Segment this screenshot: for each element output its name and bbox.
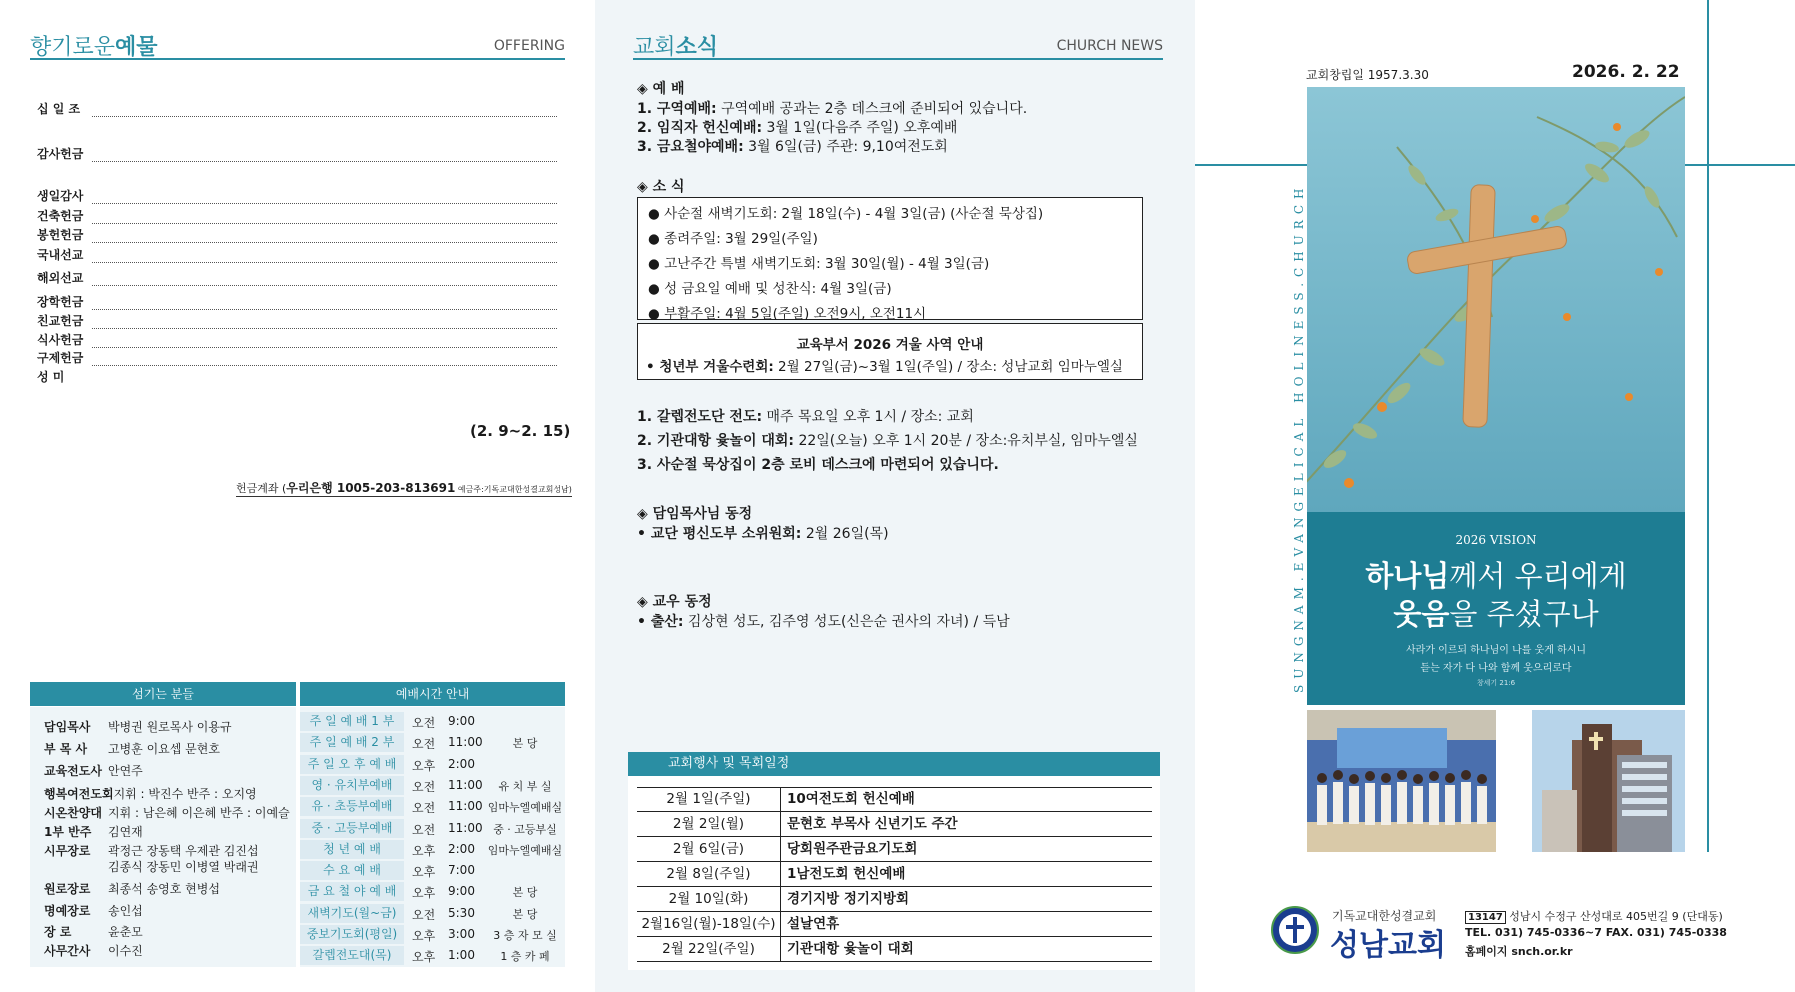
worship-time: 3:00 [448,927,475,941]
event-row [637,787,1152,812]
staff-row [44,762,143,779]
news-title: 교회소식 [633,35,719,60]
staff-names: 최종석 송영호 현병섭 [108,882,220,896]
worship-name: 청 년 예 배 [300,840,404,859]
offering-row [37,315,557,329]
staff-names: 박병권 원로목사 이용규 [108,720,232,734]
worship-name: 금 요 철 야 예 배 [300,882,404,901]
event-desc: 문현호 부목사 신년기도 주간 [787,816,958,832]
worship-ampm: 오전 [412,737,436,752]
worship-time: 7:00 [448,863,475,878]
cover-hero-image [1307,87,1685,705]
staff-names: 김종식 장동민 이병열 박래권 [108,860,259,874]
offering-row [37,272,557,286]
staff-row [44,718,232,735]
offering-row-label: 성 미 [37,370,65,384]
offering-title: 향기로운예물 [30,35,158,60]
event-row [637,837,1152,862]
event-desc: 당회원주관금요기도회 [787,841,918,857]
worship-place: 유 치 부 실 [498,779,552,793]
notice-item: ● 성 금요일 예배 및 성찬식: 4월 3일(금) [648,281,892,297]
staff-row [44,740,220,757]
worship-place: 임마누엘예배실 [487,801,563,815]
offering-row-label: 구제헌금 [37,351,84,365]
staff-role: 사무간사 [44,944,91,958]
staff-row [44,842,259,859]
offering-row [37,190,557,204]
offering-row-line [92,262,557,263]
church-logo-icon [1269,905,1321,955]
staff-row [44,858,259,875]
worship-name: 주 일 예 배 1 부 [300,712,404,731]
education-title: 교육부서 2026 겨울 사역 안내 [796,337,984,353]
worship-name: 주 일 예 배 2 부 [300,733,404,752]
worship-news-item: 3. 금요철야예배: 3월 6일(금) 주관: 9,10여전도회 [637,139,948,155]
staff-role: 교육전도사 [44,764,102,778]
staff-header: 섬기는 분들 [30,682,296,706]
worship-ampm: 오후 [412,865,436,880]
event-row [637,862,1152,887]
offering-row-line [92,347,557,348]
staff-row [44,785,257,802]
event-date: 2월 2일(월) [637,812,781,836]
offering-row-label: 해외선교 [37,271,84,285]
offering-row-label: 친교헌금 [37,314,84,328]
worship-place: 중 · 고등부실 [493,822,557,836]
staff-row [44,880,220,897]
staff-row [44,923,143,940]
worship-place: 본 당 [512,907,538,921]
offering-row [37,334,557,348]
cover-vertical-line [1707,0,1709,852]
offering-row-line [92,365,557,366]
worship-name: 갈렙전도대(목) [300,946,404,965]
notice-item: ● 종려주일: 3월 29일(주일) [648,231,818,247]
worship-time: 11:00 [448,735,483,750]
event-row [637,812,1152,837]
worship-name: 수 요 예 배 [300,861,404,880]
offering-row [37,249,557,263]
events-header: 교회행사 및 목회일정 [628,752,1160,776]
worship-time: 5:30 [448,905,475,920]
worship-place: 1 층 카 페 [500,950,550,964]
worship-time: 9:00 [448,714,475,728]
worship-ampm: 오전 [412,716,436,730]
staff-names: 이수진 [108,944,143,958]
worship-ampm: 오후 [412,886,436,901]
offering-row-line [92,223,557,224]
church-building-image [1532,710,1685,852]
staff-role: 담임목사 [44,720,91,734]
staff-role: 원로장로 [44,882,91,896]
worship-schedule [300,707,565,967]
staff-row [44,804,290,821]
event-row [637,887,1152,912]
worship-name: 새벽기도(월~금) [300,904,404,923]
extra-news-item: 1. 갈렙전도단 전도: 매주 목요일 오후 1시 / 장소: 교회 [637,409,974,425]
offering-title-en: OFFERING [493,38,565,54]
cover-verse-ref: 창세기 21:6 [1476,679,1516,687]
event-date: 2월 1일(주일) [637,787,781,811]
notice-item: ● 고난주간 특별 새벽기도회: 3월 30일(월) - 4월 3일(금) [648,256,990,272]
offering-row-label: 십 일 조 [37,102,81,116]
offering-row-label: 건축헌금 [37,209,84,223]
member-detail: • 출산: 김상현 성도, 김주영 성도(신은순 권사의 자녀) / 득남 [637,614,1010,630]
worship-row [300,732,565,753]
choir-photo [1307,710,1496,852]
worship-row [300,860,565,881]
worship-row [300,945,565,966]
offering-account: 헌금계좌 (우리은행 1005-203-813691 예금주:기독교대한성결교회성남) [236,481,572,495]
cover-headline-2: 웃음을 주셨구나 [1393,597,1599,631]
worship-ampm: 오후 [412,758,436,773]
offering-row [37,371,557,385]
event-date: 2월 22일(주일) [637,937,781,961]
denomination: 기독교대한성결교회 [1332,909,1437,923]
worship-name: 중 · 고등부예배 [300,819,404,838]
staff-names: 고병훈 이요셉 문현호 [108,742,220,756]
offering-row [37,296,557,310]
worship-row [300,881,565,902]
event-desc: 1남전도회 헌신예배 [787,866,906,882]
extra-news-item: 3. 사순절 묵상집이 2층 로비 데스크에 마련되어 있습니다. [637,457,999,473]
church-address: 13147 성남시 수정구 산성대로 405번길 9 (단대동) [1465,908,1723,924]
notice-item: ● 사순절 새벽기도회: 2월 18일(수) - 4월 3일(금) (사순절 묵상집) [648,206,1044,222]
news-header [633,30,1163,60]
event-date: 2월16일(월)-18일(수) [637,912,781,936]
offering-row-line [92,116,557,117]
event-date: 2월 10일(화) [637,887,781,911]
notice-item: ● 부활주일: 4월 5일(주일) 오전9시, 오전11시 [648,306,927,322]
staff-names: 지휘 : 박진수 반주 : 오지영 [113,787,257,801]
offering-row [37,210,557,224]
event-desc: 경기지방 정기지방회 [787,891,910,907]
church-name: 성남교회 [1330,928,1446,963]
worship-place: 본 당 [512,886,538,900]
worship-row [300,818,565,839]
staff-role: 명예장로 [44,904,91,918]
education-box [637,323,1143,380]
notice-heading: ◈ 소 식 [637,179,685,195]
event-date: 2월 6일(금) [637,837,781,861]
offering-row-line [92,203,557,204]
offering-header [30,30,565,60]
worship-name: 주 일 오 후 예 배 [300,755,404,774]
worship-row [300,903,565,924]
worship-news-heading: ◈ 예 배 [637,81,685,97]
event-row [637,937,1152,962]
staff-role: 시온찬양대 [44,806,102,820]
offering-row-label: 감사헌금 [37,147,84,161]
staff-names: 지휘 : 남은혜 이은혜 반주 : 이예슬 [108,806,290,820]
worship-time: 2:00 [448,756,475,771]
worship-ampm: 오전 [412,779,436,794]
staff-names: 송인섭 [108,904,143,918]
staff-row [44,942,143,959]
worship-news-item: 1. 구역예배: 구역예배 공과는 2층 데스크에 준비되어 있습니다. [637,101,1028,117]
vision-label: 2026 VISION [1455,533,1537,547]
worship-row [300,754,565,775]
offering-row-label: 국내선교 [37,248,84,262]
worship-ampm: 오전 [412,907,436,922]
offering-row-line [92,309,557,310]
church-phone: TEL. 031) 745-0336~7 FAX. 031) 745-0338 [1465,926,1727,939]
choir-image [1307,710,1496,852]
worship-ampm: 오전 [412,822,436,837]
staff-names: 윤춘모 [108,925,143,939]
worship-time: 9:00 [448,884,475,899]
pastor-detail: • 교단 평신도부 소위원회: 2월 26일(목) [637,526,889,542]
event-desc: 기관대항 윷놀이 대회 [787,941,914,957]
cover-verse-1: 사라가 이르되 하나님이 나를 웃게 하시니 [1405,645,1587,656]
offering-period: (2. 9~2. 15) [470,422,571,440]
extra-news-item: 2. 기관대항 윷놀이 대회: 22일(오늘) 오후 1시 20분 / 장소:유치부실, 임마누엘실 [637,433,1138,449]
worship-name: 영 · 유치부예배 [300,776,404,795]
church-building-photo [1532,710,1685,852]
pastor-heading: ◈ 담임목사님 동정 [637,506,753,522]
offering-row-label: 생일감사 [37,189,84,203]
worship-row [300,796,565,817]
staff-names: 김연재 [108,825,143,839]
staff-role: 부 목 사 [44,742,88,756]
offering-row-label: 장학헌금 [37,295,84,309]
worship-ampm: 오후 [412,950,436,965]
offering-row-line [92,285,557,286]
worship-ampm: 오후 [412,843,436,858]
worship-row [300,711,565,732]
worship-ampm: 오전 [412,801,436,816]
bulletin-date: 2026. 2. 22 [1572,62,1680,82]
staff-row [44,902,143,919]
church-homepage[interactable]: 홈페이지 snch.or.kr [1465,945,1573,958]
staff-row [44,823,143,840]
worship-place: 임마누엘예배실 [487,843,563,857]
member-heading: ◈ 교우 동정 [637,594,712,610]
staff-names: 곽정근 장동택 우제관 김진섭 [108,844,259,858]
staff-role: 행복여전도회 [44,787,114,801]
staff-role: 1부 반주 [44,825,92,839]
worship-header: 예배시간 안내 [300,682,565,706]
offering-row [37,148,557,162]
worship-row [300,775,565,796]
worship-place: 본 당 [512,737,538,751]
offering-row-label: 식사헌금 [37,333,84,347]
worship-time: 11:00 [448,799,483,814]
event-desc: 10여전도회 헌신예배 [787,791,915,807]
offering-row-line [92,328,557,329]
worship-time: 1:00 [448,948,475,963]
notice-box [637,197,1143,320]
worship-time: 11:00 [448,820,483,835]
staff-role: 장 로 [44,925,72,939]
worship-row [300,839,565,860]
founded-date: 교회창립일 1957.3.30 [1306,68,1429,82]
education-detail: • 청년부 겨울수련회: 2월 27일(금)~3월 1일(주일) / 장소: 성남교회 임마누엘실 [646,359,1123,375]
cross-with-leaves-image [1307,87,1685,512]
staff-names: 안연주 [108,764,143,778]
offering-row-line [92,161,557,162]
offering-row [37,229,557,243]
news-title-en: CHURCH NEWS [1056,38,1163,54]
cover-verse-2: 듣는 자가 다 나와 함께 웃으리로다 [1420,663,1572,674]
vertical-church-name: SUNGNAM.EVANGELICAL HOLINESS.CHURCH [1292,182,1306,693]
worship-ampm: 오후 [412,929,436,943]
event-date: 2월 8일(주일) [637,862,781,886]
cover-headline-1: 하나님께서 우리에게 [1365,559,1627,593]
staff-role: 시무장로 [44,844,91,858]
offering-row [37,103,557,117]
worship-name: 중보기도회(평일) [300,925,404,944]
event-desc: 설날연휴 [787,916,840,932]
offering-row-line [92,242,557,243]
worship-place: 3 층 자 모 실 [493,929,557,942]
worship-row [300,924,565,945]
offering-row-label: 봉헌헌금 [37,228,84,242]
worship-time: 11:00 [448,777,483,792]
offering-row [37,352,557,366]
worship-news-item: 2. 임직자 헌신예배: 3월 1일(다음주 주일) 오후예배 [637,120,958,136]
event-row [637,912,1152,937]
worship-name: 유 · 초등부예배 [300,797,404,816]
worship-time: 2:00 [448,841,475,856]
